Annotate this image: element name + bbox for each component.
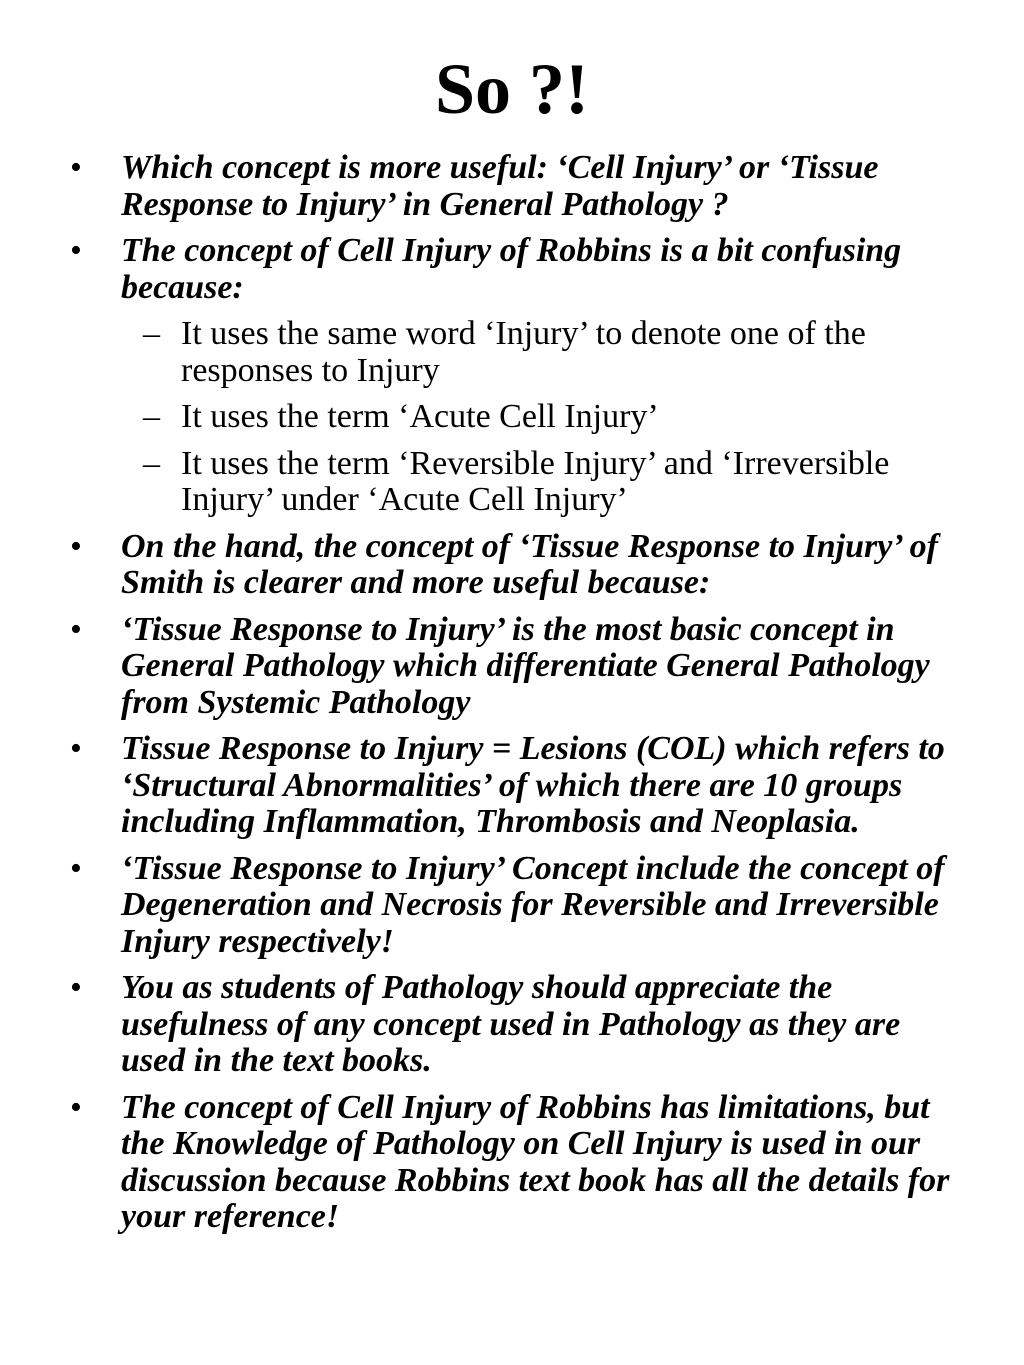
dash-marker: – [143,444,160,482]
bullet-item [0,731,1024,841]
bullet-text: The concept of Cell Injury of Robbins is a bit confusing because: [121,232,902,306]
bullet-marker: • [70,1088,82,1126]
bullet-text: ‘Tissue Response to Injury’ is the most basic concept in General Pathology which differentiate General Pathology from Systemic Pathology [121,610,930,721]
bullet-text: It uses the term ‘Reversible Injury’ and ‘Irreversible Injury’ under ‘Acute Cell Injury’ [181,444,890,518]
bullet-item [0,612,1024,722]
bullet-marker: • [70,149,82,186]
bullet-text: On the hand, the concept of ‘Tissue Response to Injury’ of Smith is clearer and more useful because: [121,527,938,601]
bullet-marker: • [70,610,82,648]
bullet-marker: • [70,730,82,767]
bullet-marker: • [70,232,82,269]
bullet-text: Tissue Response to Injury = Lesions (COL) which refers to ‘Structural Abnormalities’ of which there are 10 groups including Inflammation, Thrombosis and Neoplasia. [121,730,945,840]
bullet-item [0,970,1024,1080]
dash-marker: – [143,398,160,435]
bullet-item [0,233,1024,306]
bullet-marker: • [70,969,82,1006]
slide-title: So ?! [434,49,590,129]
bullet-text: The concept of Cell Injury of Robbins has limitations, but the Knowledge of Pathology on Cell Injury is used in our discussion because Robbins text book has all the details for your reference! [121,1088,950,1235]
bullet-text: You as students of Pathology should appreciate the usefulness of any concept used in Pathology as they are used in the text books. [121,969,901,1079]
bullet-text: ‘Tissue Response to Injury’ Concept include the concept of Degeneration and Necrosis for Reversible and Irreversible Injury respectively! [121,849,945,960]
bullet-marker: • [70,849,82,887]
bullet-item [0,851,1024,961]
bullet-text: It uses the term ‘Acute Cell Injury’ [181,398,659,435]
sub-bullet-item [0,446,1024,519]
bullet-marker: • [70,527,82,565]
bullet-item [0,150,1024,223]
dash-marker: – [143,315,160,352]
bullet-item [0,529,1024,602]
sub-bullet-item [0,399,1024,436]
bullet-text: It uses the same word ‘Injury’ to denote one of the responses to Injury [181,315,866,389]
bullet-list [0,150,1024,1246]
bullet-text: Which concept is more useful: ‘Cell Injury’ or ‘Tissue Response to Injury’ in General Pathology ? [121,149,879,223]
sub-bullet-item [0,316,1024,389]
bullet-item [0,1090,1024,1236]
